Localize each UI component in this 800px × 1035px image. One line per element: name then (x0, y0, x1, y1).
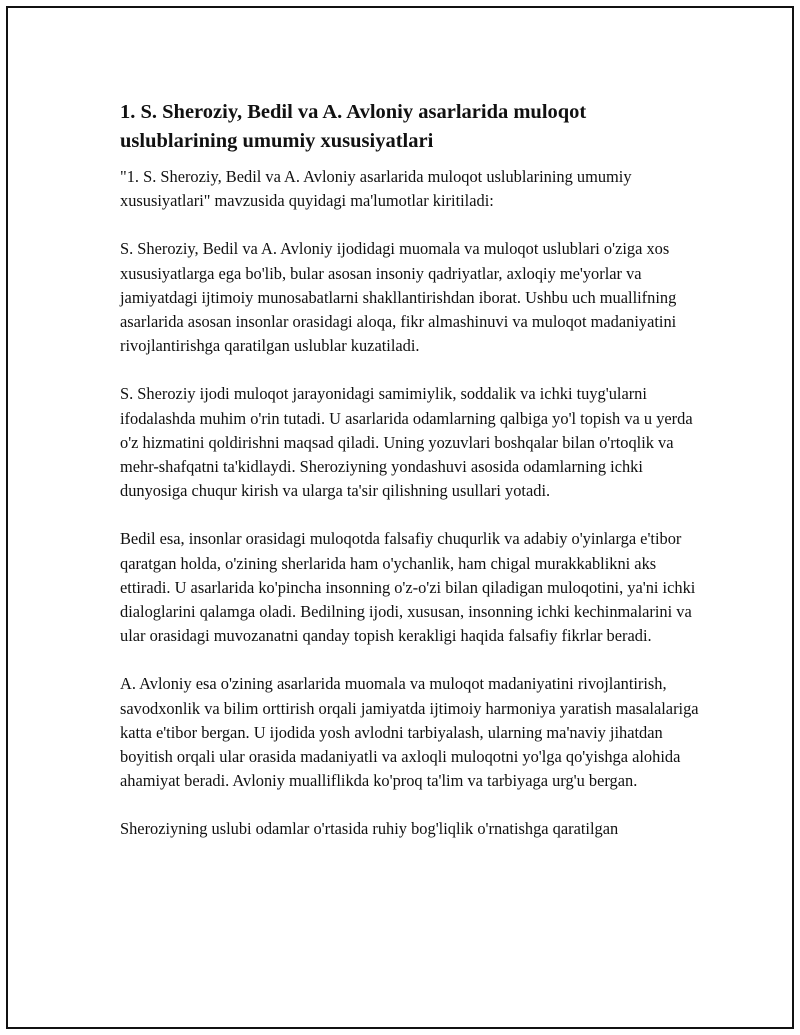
document-title: 1. S. Sheroziy, Bedil va A. Avloniy asarlarida muloqot uslublarining umumiy xususiyatlari (120, 101, 587, 152)
sheroziy-style-paragraph: Sheroziyning uslubi odamlar o'rtasida ruhiy bog'liqlik o'rnatishga qaratilgan (120, 819, 619, 839)
sheroziy-paragraph: S. Sheroziy ijodi muloqot jarayonidagi samimiylik, soddalik va ichki tuyg'ularni ifodalashda muhim o'rin tutadi. U asarlarida odamlarning qalbiga yo'l topish va u yerda o'z hizmatini qoldirishni maqsad qiladi. Uning yozuvlari boshqalar bilan o'rtoqlik va mehr-shafqatni ta'kidlaydi. Sheroziyning yondashuvi asosida odamlarning ichki dunyosiga chuqur kirish va ularga ta'sir qilishning usullari yotadi. (120, 384, 693, 501)
intro-paragraph: "1. S. Sheroziy, Bedil va A. Avloniy asarlarida muloqot uslublarining umumiy xususiyatlari" mavzusida quyidagi ma'lumotlar kiritiladi: (120, 167, 632, 211)
document-body (120, 98, 700, 866)
overview-paragraph: S. Sheroziy, Bedil va A. Avloniy ijodidagi muomala va muloqot uslublari o'ziga xos xususiyatlarga ega bo'lib, bular asosan insoniy qadriyatlar, axloqiy me'yorlar va jamiyatdagi ijtimoiy munosabatlarni shakllantirishdan iborat. Ushbu uch muallifning asarlarida asosan insonlar orasidagi aloqa, fikr almashinuvi va muloqot madaniyatini rivojlantirishga qaratilgan uslublar kuzatiladi. (120, 239, 677, 356)
page-frame (6, 6, 794, 1029)
avloniy-paragraph: A. Avloniy esa o'zining asarlarida muomala va muloqot madaniyatini rivojlantirish, savodxonlik va bilim orttirish orqali jamiyatda ijtimoiy harmoniya yaratish masalalariga katta e'tibor bergan. U ijodida yosh avlodni tarbiyalash, ularning ma'naviy jihatdan boyitish orqali ular orasida madaniyatli va axloqli muloqotni yo'lga qo'yishga alohida ahamiyat beradi. Avloniy mualliflikda ko'proq ta'lim va tarbiyaga urg'u bergan. (120, 674, 699, 791)
bedil-paragraph: Bedil esa, insonlar orasidagi muloqotda falsafiy chuqurlik va adabiy o'yinlarga e'tibor qaratgan holda, o'zining sherlarida ham o'ychanlik, ham chigal murakkablikni aks ettiradi. U asarlarida ko'pincha insonning o'z-o'zi bilan qiladigan muloqotini, ya'ni ichki dialoglarini qalamga oladi. Bedilning ijodi, xususan, insonning ichki kechinmalarini va ular orasidagi muvozanatni qanday topish kerakligi haqida falsafiy fikrlar beradi. (120, 529, 696, 646)
